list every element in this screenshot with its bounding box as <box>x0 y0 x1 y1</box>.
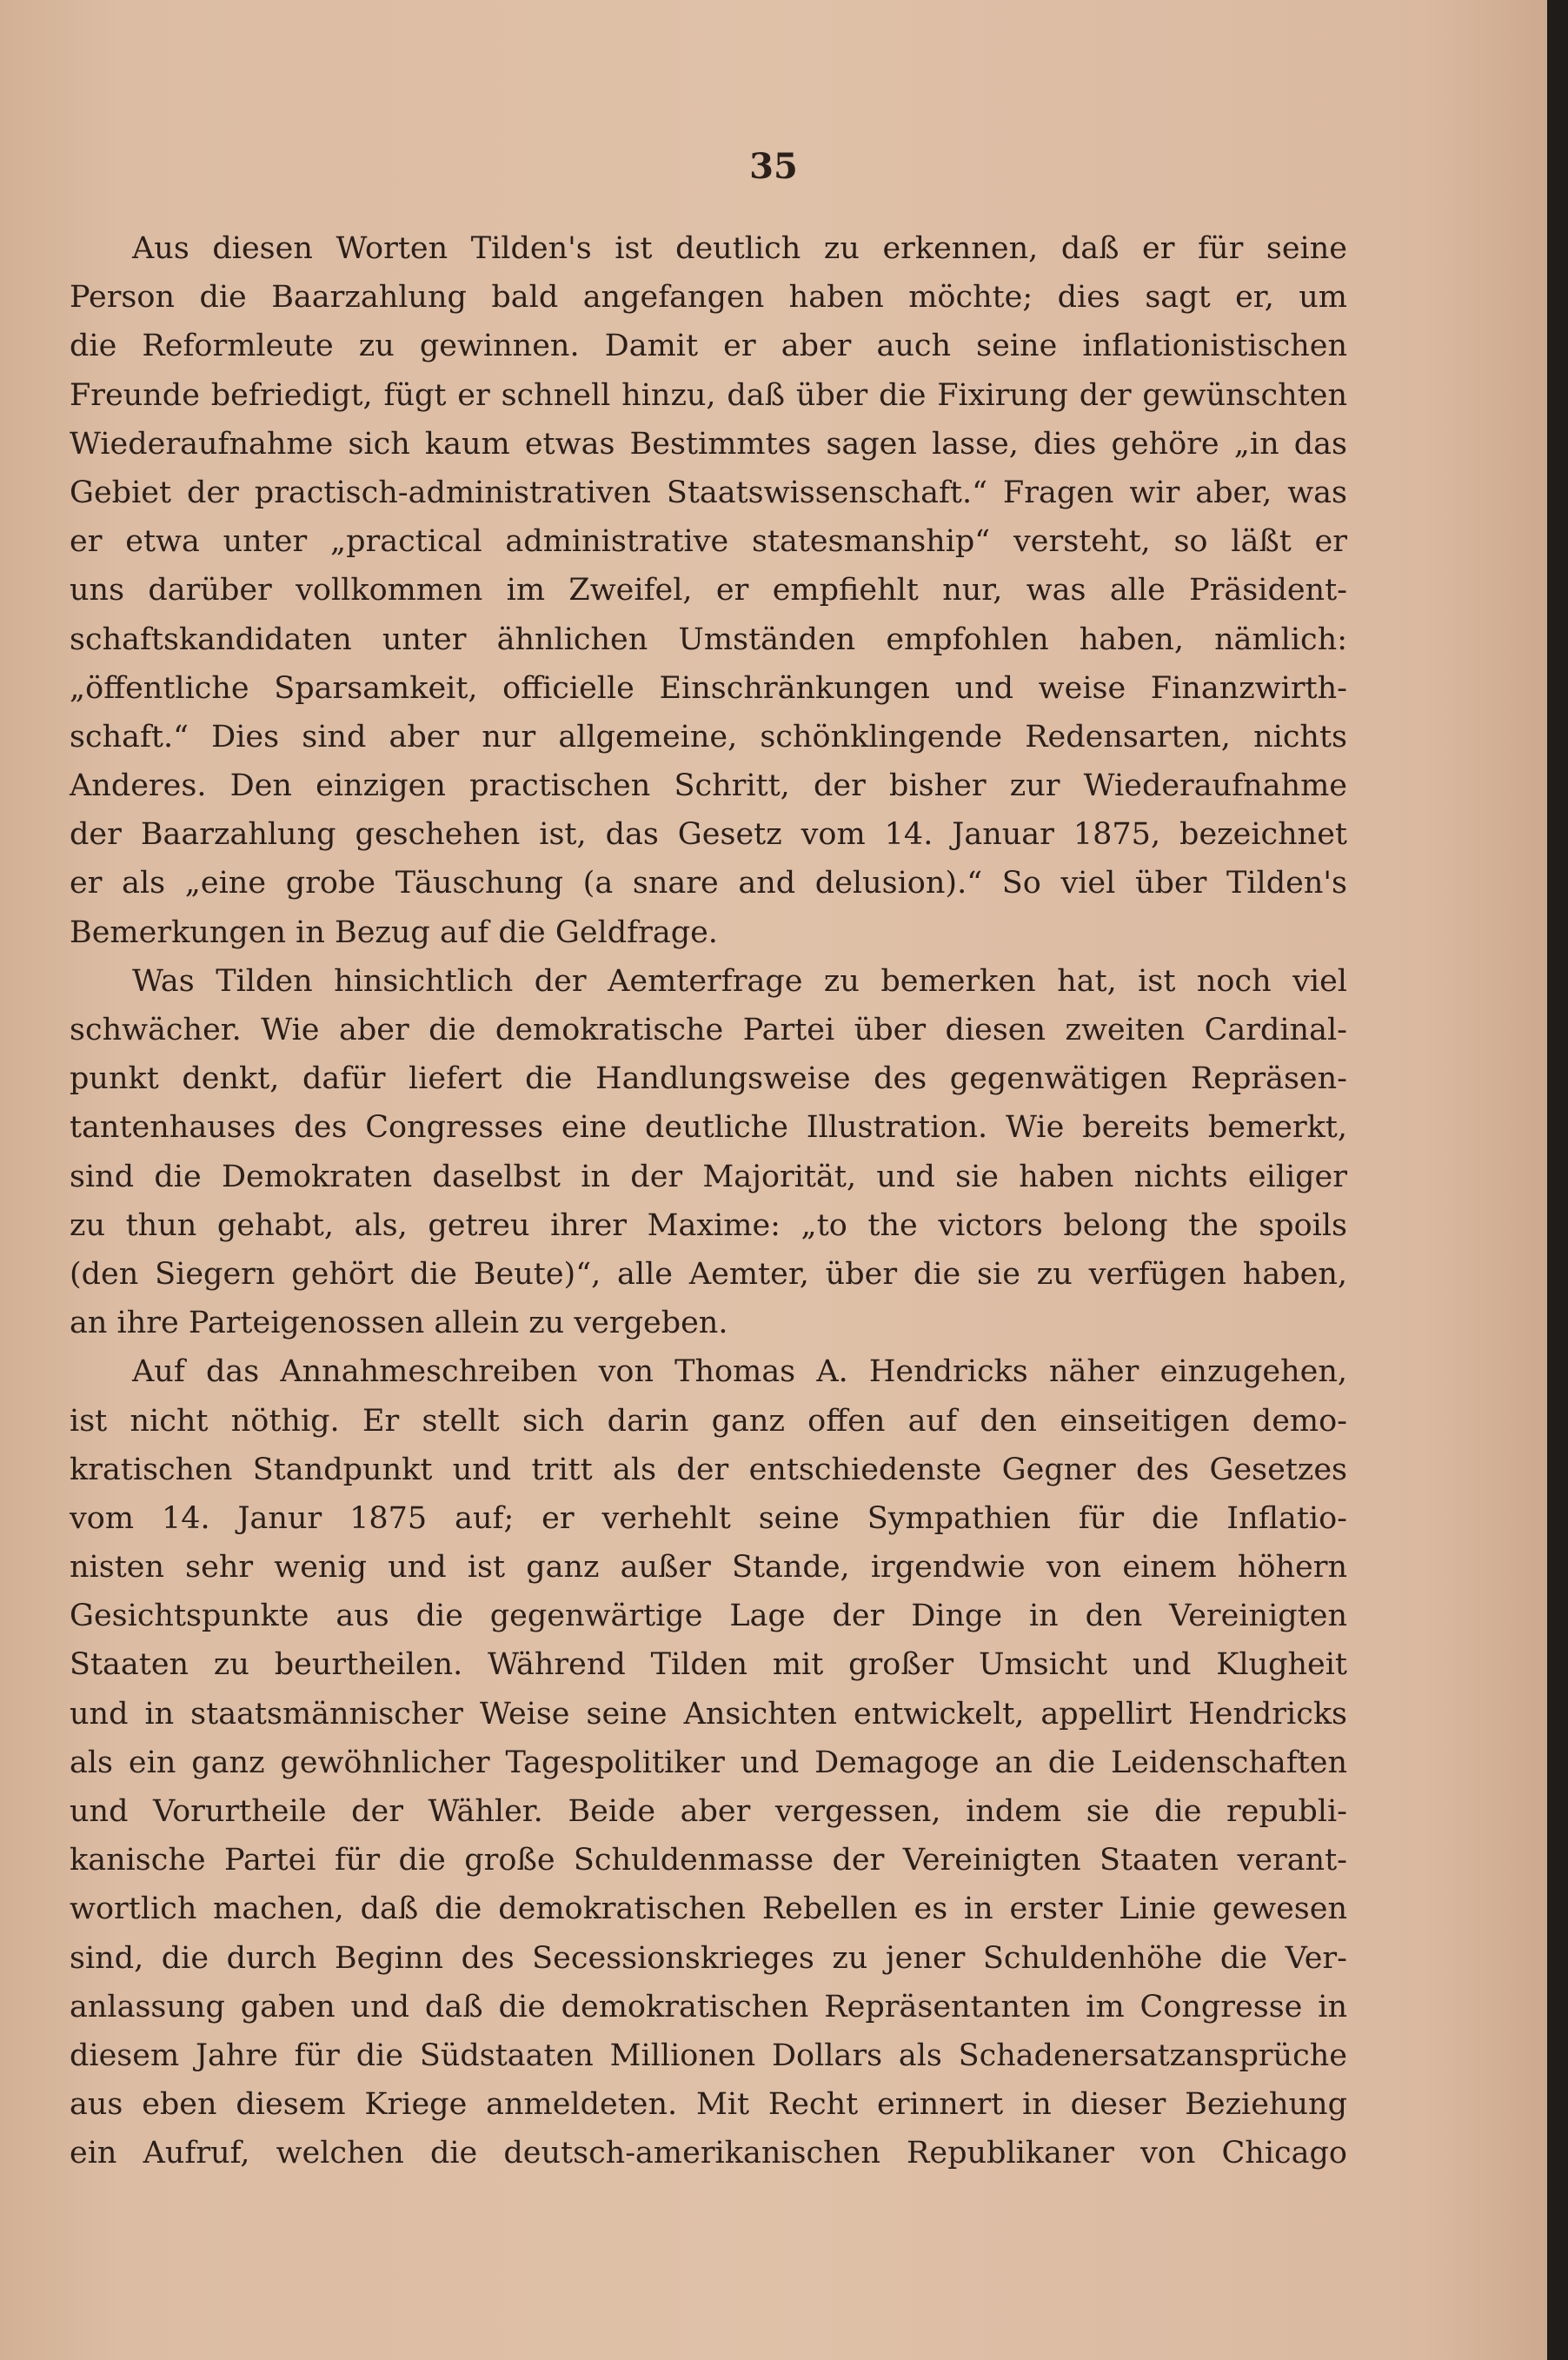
text-line: Anderes. Den einzigen practischen Schritt, der bisher zur Wiederaufnahme <box>70 768 1347 804</box>
page-number: 35 <box>749 146 798 187</box>
text-line: uns darüber vollkommen im Zweifel, er empfiehlt nur, was alle Präsident- <box>70 573 1347 608</box>
text-line: diesem Jahre für die Südstaaten Millionen Dollars als Schadenersatzansprüche <box>70 2038 1347 2073</box>
text-line: der Baarzahlung geschehen ist, das Gesetz vom 14. Januar 1875, bezeichnet <box>70 817 1347 853</box>
text-line: „öffentliche Sparsamkeit, officielle Einschränkungen und weise Finanzwirth- <box>70 670 1347 706</box>
text-line: Auf das Annahmeschreiben von Thomas A. Hendricks näher einzugehen, <box>132 1354 1347 1390</box>
text-line: Aus diesen Worten Tilden's ist deutlich zu erkennen, daß er für seine <box>132 231 1347 266</box>
text-line: und Vorurtheile der Wähler. Beide aber vergessen, indem sie die republi- <box>70 1794 1347 1829</box>
text-line: er als „eine grobe Täuschung (a snare and delusion).“ So viel über Tilden's <box>70 866 1347 901</box>
text-line: kratischen Standpunkt und tritt als der entschiedenste Gegner des Gesetzes <box>70 1452 1347 1487</box>
text-line: Staaten zu beurtheilen. Während Tilden mit großer Umsicht und Klugheit <box>70 1647 1347 1683</box>
text-line: Wiederaufnahme sich kaum etwas Bestimmtes sagen lasse, dies gehöre „in das <box>70 426 1347 462</box>
text-line: ein Aufruf, welchen die deutsch-amerikanischen Republikaner von Chicago <box>70 2136 1347 2171</box>
text-line: Freunde befriedigt, fügt er schnell hinzu, daß über die Fixirung der gewünschten <box>70 377 1347 413</box>
text-line: schaft.“ Dies sind aber nur allgemeine, schönklingende Redensarten, nichts <box>70 719 1347 755</box>
text-line: sind die Demokraten daselbst in der Majorität, und sie haben nichts eiliger <box>70 1159 1347 1194</box>
text-line: wortlich machen, daß die demokratischen Rebellen es in erster Linie gewesen <box>70 1891 1347 1927</box>
text-line: nisten sehr wenig und ist ganz außer Stande, irgendwie von einem höhern <box>70 1550 1347 1586</box>
text-line: tantenhauses des Congresses eine deutliche Illustration. Wie bereits bemerkt, <box>70 1110 1347 1146</box>
text-line: ist nicht nöthig. Er stellt sich darin ganz offen auf den einseitigen demo- <box>70 1403 1347 1439</box>
text-line: sind, die durch Beginn des Secessionskrieges zu jener Schuldenhöhe die Ver- <box>70 1940 1347 1976</box>
text-line: schaftskandidaten unter ähnlichen Umständen empfohlen haben, nämlich: <box>70 622 1347 657</box>
text-line: schwächer. Wie aber die demokratische Partei über diesen zweiten Cardinal- <box>70 1013 1347 1047</box>
text-line: punkt denkt, dafür liefert die Handlungsweise des gegenwätigen Repräsen- <box>70 1061 1347 1097</box>
text-line: vom 14. Janur 1875 auf; er verhehlt seine Sympathien für die Inflatio- <box>70 1500 1347 1536</box>
text-line: und in staatsmännischer Weise seine Ansichten entwickelt, appellirt Hendricks <box>70 1696 1347 1732</box>
text-line: (den Siegern gehört die Beute)“, alle Aemter, über die sie zu verfügen haben, <box>70 1256 1347 1292</box>
text-line: zu thun gehabt, als, getreu ihrer Maxime: „to the victors belong the spoils <box>70 1207 1347 1243</box>
text-line: an ihre Parteigenossen allein zu vergeben. <box>70 1306 728 1341</box>
text-line: Was Tilden hinsichtlich der Aemterfrage zu bemerken hat, ist noch viel <box>132 963 1347 999</box>
text-line: die Reformleute zu gewinnen. Damit er aber auch seine inflationistischen <box>70 329 1347 364</box>
text-line: Gebiet der practisch-administrativen Staatswissenschaft.“ Fragen wir aber, was <box>70 475 1347 510</box>
text-line: Bemerkungen in Bezug auf die Geldfrage. <box>70 914 718 950</box>
text-line: anlassung gaben und daß die demokratischen Repräsentanten im Congresse in <box>70 1989 1347 2024</box>
text-line: kanische Partei für die große Schuldenmasse der Vereinigten Staaten verant- <box>70 1843 1347 1878</box>
body-text <box>70 224 1347 2178</box>
page-edge-shadow <box>1547 0 1568 2360</box>
text-line: er etwa unter „practical administrative statesmanship“ versteht, so läßt er <box>70 524 1347 560</box>
text-line: aus eben diesem Kriege anmeldeten. Mit Recht erinnert in dieser Beziehung <box>70 2087 1347 2123</box>
text-line: Gesichtspunkte aus die gegenwärtige Lage der Dinge in den Vereinigten <box>70 1599 1347 1634</box>
text-line: als ein ganz gewöhnlicher Tagespolitiker und Demagoge an die Leidenschaften <box>70 1745 1347 1780</box>
text-line: Person die Baarzahlung bald angefangen haben möchte; dies sagt er, um <box>70 280 1347 316</box>
